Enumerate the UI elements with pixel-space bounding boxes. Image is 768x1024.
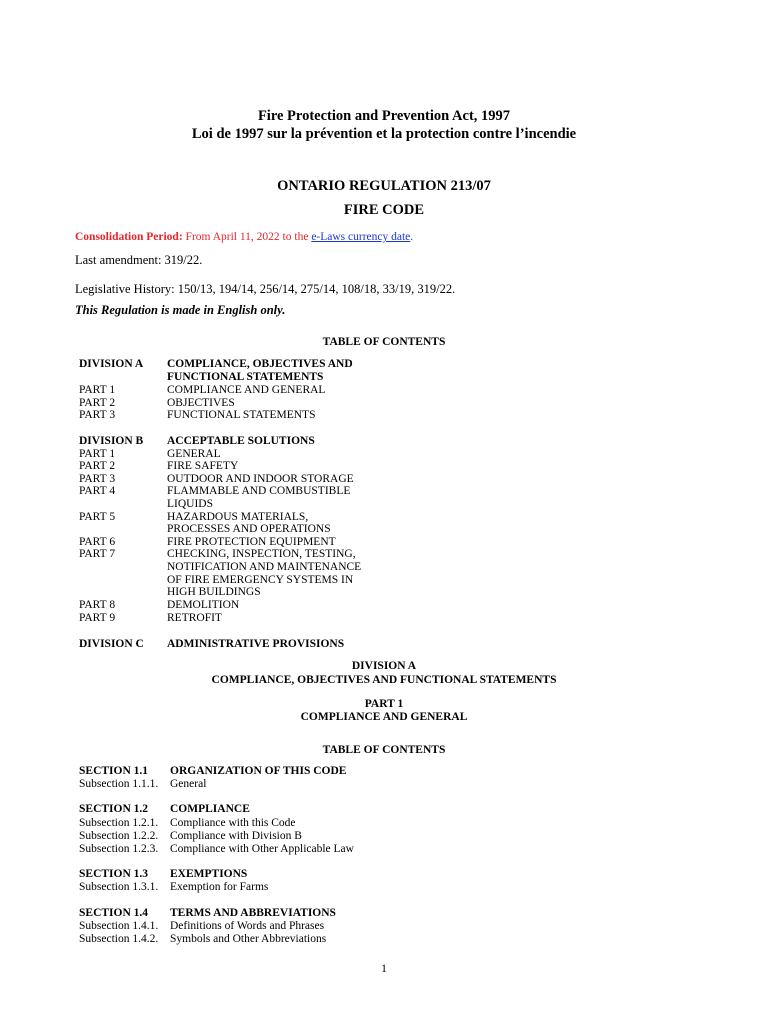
toc-div-a-part-1-label: PART 1	[79, 384, 116, 396]
toc-div-a-part-2-title: OBJECTIVES	[167, 396, 235, 409]
code-title: FIRE CODE	[343, 202, 425, 218]
subsection-1-4-1-title: Definitions of Words and Phrases	[170, 920, 325, 932]
section-1-2-title: COMPLIANCE	[170, 803, 250, 815]
part-1-heading: PART 1	[364, 698, 404, 710]
toc-div-b-part-7-label: PART 7	[79, 548, 116, 561]
section-1-2-label: SECTION 1.2	[79, 803, 149, 815]
subsection-1-2-1-label: Subsection 1.2.1.	[79, 816, 159, 829]
section-1-1-title: ORGANIZATION OF THIS CODE	[170, 765, 347, 777]
toc-div-b-part-2-title: FIRE SAFETY	[167, 460, 239, 473]
toc-division-a-label: DIVISION A	[79, 358, 144, 370]
consolidation-label: Consolidation Period:	[75, 231, 183, 243]
consolidation-period	[75, 231, 413, 243]
toc-div-b-part-1-title: GENERAL	[167, 447, 221, 460]
toc-division-c-title: ADMINISTRATIVE PROVISIONS	[167, 638, 345, 650]
section-1-1-label: SECTION 1.1	[79, 765, 149, 777]
act-title-en: Fire Protection and Prevention Act, 1997	[257, 108, 511, 124]
subsection-1-2-1-title: Compliance with this Code	[170, 816, 296, 829]
subsection-1-1-1-label: Subsection 1.1.1.	[79, 778, 159, 790]
subsection-1-2-2-label: Subsection 1.2.2.	[79, 829, 159, 842]
toc2-heading: TABLE OF CONTENTS	[322, 744, 446, 756]
toc-div-a-part-2-label: PART 2	[79, 396, 116, 409]
section-1-3-title: EXEMPTIONS	[170, 868, 248, 880]
toc-div-b-part-5-label: PART 5	[79, 510, 116, 523]
subsection-1-2-3-title: Compliance with Other Applicable Law	[170, 842, 354, 855]
toc-div-b-part-9-title: RETROFIT	[167, 612, 222, 624]
page-number: 1	[381, 963, 387, 975]
subsection-1-3-1-title: Exemption for Farms	[170, 881, 269, 893]
toc-division-b-label: DIVISION B	[79, 435, 144, 447]
toc-div-a-part-3-title: FUNCTIONAL STATEMENTS	[167, 409, 316, 422]
section-1-4-title: TERMS AND ABBREVIATIONS	[170, 907, 336, 919]
toc-division-c-label: DIVISION C	[79, 638, 144, 650]
section-1-3-label: SECTION 1.3	[79, 868, 149, 880]
toc-div-b-part-7-title-line2: NOTIFICATION AND MAINTENANCE	[167, 561, 362, 573]
toc-div-b-part-5-title-line1: HAZARDOUS MATERIALS,	[167, 510, 309, 523]
subsection-1-2-2-title: Compliance with Division B	[170, 829, 302, 842]
last-amendment: Last amendment: 319/22.	[75, 253, 203, 267]
act-title-fr: Loi de 1997 sur la prévention et la protection contre l’incendie	[191, 126, 577, 142]
consolidation-period-dot: .	[410, 231, 414, 243]
e-laws-currency-link[interactable]: e-Laws currency date	[311, 231, 411, 243]
toc-div-b-part-8-label: PART 8	[79, 599, 116, 612]
toc-div-b-part-2-label: PART 2	[79, 460, 116, 473]
toc-div-a-part-1-title: COMPLIANCE AND GENERAL	[167, 384, 326, 396]
legislative-history: Legislative History: 150/13, 194/14, 256/14, 275/14, 108/18, 33/19, 319/22.	[75, 282, 456, 296]
subsection-1-3-1-label: Subsection 1.3.1.	[79, 881, 159, 893]
toc-div-b-part-7-title-line1: CHECKING, INSPECTION, TESTING,	[167, 548, 356, 561]
toc-div-b-part-7-title-line4: HIGH BUILDINGS	[167, 586, 261, 599]
regulation-title: ONTARIO REGULATION 213/07	[277, 178, 491, 194]
toc-div-b-part-4-title-line1: FLAMMABLE AND COMBUSTIBLE	[167, 485, 351, 498]
toc-div-b-part-1-label: PART 1	[79, 447, 116, 460]
division-a-heading: DIVISION A	[351, 660, 417, 672]
toc-division-a-title-line2: FUNCTIONAL STATEMENTS	[167, 370, 324, 383]
english-only-note: This Regulation is made in English only.	[75, 303, 286, 317]
subsection-1-4-1-label: Subsection 1.4.1.	[79, 920, 159, 932]
toc-div-b-part-6-title: FIRE PROTECTION EQUIPMENT	[167, 535, 336, 548]
subsection-1-1-1-title: General	[170, 778, 207, 790]
toc-div-b-part-9-label: PART 9	[79, 612, 116, 624]
part-1-subheading: COMPLIANCE AND GENERAL	[300, 711, 468, 723]
toc-div-b-part-4-title-line2: LIQUIDS	[167, 498, 213, 510]
subsection-1-4-2-title: Symbols and Other Abbreviations	[170, 933, 327, 945]
subsection-1-4-2-label: Subsection 1.4.2.	[79, 933, 159, 945]
division-a-subheading: COMPLIANCE, OBJECTIVES AND FUNCTIONAL STATEMENTS	[211, 674, 557, 686]
subsection-1-2-3-label: Subsection 1.2.3.	[79, 842, 159, 855]
toc-division-b-title: ACCEPTABLE SOLUTIONS	[167, 435, 315, 447]
toc-div-b-part-8-title: DEMOLITION	[167, 599, 240, 612]
toc-div-b-part-6-label: PART 6	[79, 535, 116, 548]
toc-div-b-part-7-title-line3: OF FIRE EMERGENCY SYSTEMS IN	[167, 573, 354, 586]
toc-div-a-part-3-label: PART 3	[79, 409, 116, 422]
toc-div-b-part-4-label: PART 4	[79, 485, 116, 498]
consolidation-text: From April 11, 2022 to the	[185, 231, 309, 243]
toc-div-b-part-3-title: OUTDOOR AND INDOOR STORAGE	[167, 472, 354, 485]
section-1-4-label: SECTION 1.4	[79, 907, 149, 919]
toc-heading: TABLE OF CONTENTS	[322, 336, 446, 348]
toc-div-b-part-3-label: PART 3	[79, 472, 116, 485]
toc-div-b-part-5-title-line2: PROCESSES AND OPERATIONS	[167, 523, 331, 536]
toc-division-a-title-line1: COMPLIANCE, OBJECTIVES AND	[167, 358, 353, 370]
